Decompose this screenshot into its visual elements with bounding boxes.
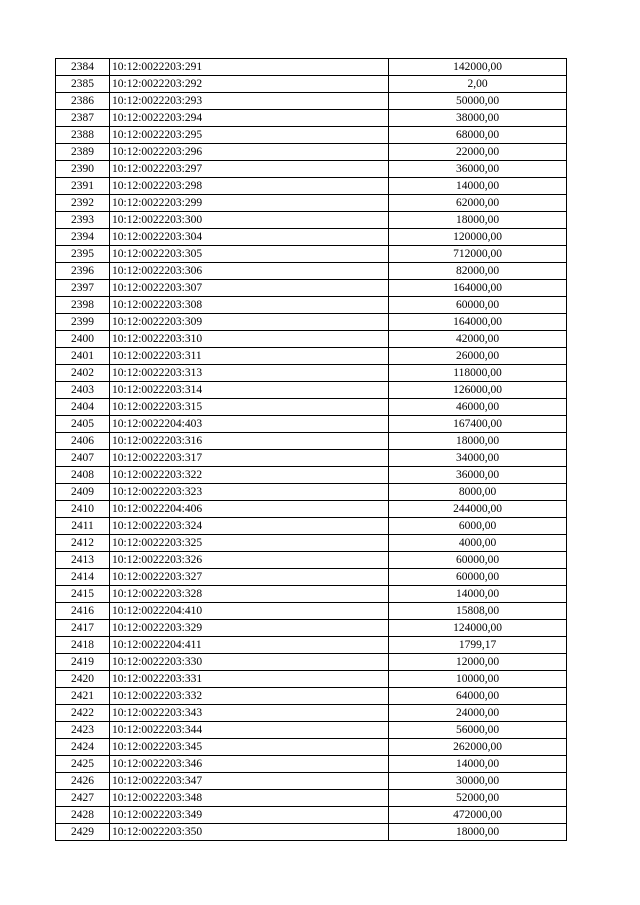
- cadastral-value-cell: 124000,00: [389, 620, 567, 637]
- row-number-cell: 2422: [56, 705, 110, 722]
- cadastral-number-cell: 10:12:0022203:305: [110, 246, 389, 263]
- cadastral-number-cell: 10:12:0022203:300: [110, 212, 389, 229]
- cadastral-value-cell: 142000,00: [389, 59, 567, 76]
- row-number-cell: 2411: [56, 518, 110, 535]
- table-row: [56, 416, 567, 433]
- cadastral-value-cell: 14000,00: [389, 178, 567, 195]
- cadastral-value-cell: 4000,00: [389, 535, 567, 552]
- table-row: [56, 637, 567, 654]
- cadastral-number-cell: 10:12:0022203:313: [110, 365, 389, 382]
- table-row: [56, 314, 567, 331]
- cadastral-number-cell: 10:12:0022203:348: [110, 790, 389, 807]
- row-number-cell: 2405: [56, 416, 110, 433]
- cadastral-value-cell: 14000,00: [389, 586, 567, 603]
- cadastral-value-cell: 18000,00: [389, 433, 567, 450]
- cadastral-value-cell: 6000,00: [389, 518, 567, 535]
- table-row: [56, 518, 567, 535]
- cadastral-number-cell: 10:12:0022203:324: [110, 518, 389, 535]
- cadastral-value-cell: 82000,00: [389, 263, 567, 280]
- cadastral-number-cell: 10:12:0022203:329: [110, 620, 389, 637]
- table-row: [56, 467, 567, 484]
- row-number-cell: 2428: [56, 807, 110, 824]
- row-number-cell: 2426: [56, 773, 110, 790]
- row-number-cell: 2425: [56, 756, 110, 773]
- cadastral-value-cell: 15808,00: [389, 603, 567, 620]
- table-row: [56, 280, 567, 297]
- table-row: [56, 705, 567, 722]
- table-row: [56, 229, 567, 246]
- row-number-cell: 2386: [56, 93, 110, 110]
- table-row: [56, 722, 567, 739]
- row-number-cell: 2424: [56, 739, 110, 756]
- row-number-cell: 2429: [56, 824, 110, 841]
- cadastral-value-cell: 164000,00: [389, 314, 567, 331]
- cadastral-value-cell: 14000,00: [389, 756, 567, 773]
- table-row: [56, 484, 567, 501]
- cadastral-number-cell: 10:12:0022204:410: [110, 603, 389, 620]
- cadastral-number-cell: 10:12:0022203:347: [110, 773, 389, 790]
- table-row: [56, 246, 567, 263]
- cadastral-number-cell: 10:12:0022203:310: [110, 331, 389, 348]
- cadastral-value-cell: 64000,00: [389, 688, 567, 705]
- cadastral-value-cell: 118000,00: [389, 365, 567, 382]
- cadastral-number-cell: 10:12:0022203:344: [110, 722, 389, 739]
- table-row: [56, 161, 567, 178]
- cadastral-number-cell: 10:12:0022203:294: [110, 110, 389, 127]
- cadastral-number-cell: 10:12:0022203:299: [110, 195, 389, 212]
- cadastral-value-cell: 120000,00: [389, 229, 567, 246]
- cadastral-number-cell: 10:12:0022203:350: [110, 824, 389, 841]
- cadastral-value-cell: 8000,00: [389, 484, 567, 501]
- cadastral-number-cell: 10:12:0022203:327: [110, 569, 389, 586]
- table-row: [56, 569, 567, 586]
- table-row: [56, 110, 567, 127]
- cadastral-value-cell: 126000,00: [389, 382, 567, 399]
- row-number-cell: 2403: [56, 382, 110, 399]
- cadastral-value-cell: 62000,00: [389, 195, 567, 212]
- table-row: [56, 195, 567, 212]
- row-number-cell: 2418: [56, 637, 110, 654]
- row-number-cell: 2415: [56, 586, 110, 603]
- row-number-cell: 2421: [56, 688, 110, 705]
- cadastral-value-cell: 167400,00: [389, 416, 567, 433]
- cadastral-value-cell: 52000,00: [389, 790, 567, 807]
- row-number-cell: 2412: [56, 535, 110, 552]
- cadastral-value-cell: 262000,00: [389, 739, 567, 756]
- row-number-cell: 2390: [56, 161, 110, 178]
- table-row: [56, 654, 567, 671]
- row-number-cell: 2413: [56, 552, 110, 569]
- row-number-cell: 2387: [56, 110, 110, 127]
- table-row: [56, 382, 567, 399]
- cadastral-number-cell: 10:12:0022204:406: [110, 501, 389, 518]
- cadastral-number-cell: 10:12:0022203:293: [110, 93, 389, 110]
- table-row: [56, 450, 567, 467]
- row-number-cell: 2391: [56, 178, 110, 195]
- cadastral-number-cell: 10:12:0022203:296: [110, 144, 389, 161]
- table-row: [56, 76, 567, 93]
- cadastral-value-cell: 60000,00: [389, 552, 567, 569]
- cadastral-value-cell: 2,00: [389, 76, 567, 93]
- cadastral-value-cell: 30000,00: [389, 773, 567, 790]
- row-number-cell: 2407: [56, 450, 110, 467]
- row-number-cell: 2396: [56, 263, 110, 280]
- cadastral-number-cell: 10:12:0022203:346: [110, 756, 389, 773]
- table-row: [56, 127, 567, 144]
- cadastral-value-cell: 60000,00: [389, 569, 567, 586]
- table-row: [56, 297, 567, 314]
- table-row: [56, 739, 567, 756]
- table-row: [56, 178, 567, 195]
- row-number-cell: 2409: [56, 484, 110, 501]
- cadastral-value-cell: 24000,00: [389, 705, 567, 722]
- table-row: [56, 535, 567, 552]
- row-number-cell: 2394: [56, 229, 110, 246]
- row-number-cell: 2402: [56, 365, 110, 382]
- row-number-cell: 2417: [56, 620, 110, 637]
- cadastral-value-cell: 164000,00: [389, 280, 567, 297]
- cadastral-number-cell: 10:12:0022203:308: [110, 297, 389, 314]
- cadastral-number-cell: 10:12:0022203:298: [110, 178, 389, 195]
- row-number-cell: 2395: [56, 246, 110, 263]
- cadastral-number-cell: 10:12:0022203:314: [110, 382, 389, 399]
- cadastral-number-cell: 10:12:0022203:304: [110, 229, 389, 246]
- table-row: [56, 807, 567, 824]
- cadastral-value-cell: 12000,00: [389, 654, 567, 671]
- table-row: [56, 59, 567, 76]
- table-row: [56, 365, 567, 382]
- cadastral-value-cell: 50000,00: [389, 93, 567, 110]
- cadastral-value-cell: 18000,00: [389, 824, 567, 841]
- row-number-cell: 2410: [56, 501, 110, 518]
- cadastral-number-cell: 10:12:0022203:295: [110, 127, 389, 144]
- row-number-cell: 2384: [56, 59, 110, 76]
- row-number-cell: 2389: [56, 144, 110, 161]
- cadastral-value-cell: 46000,00: [389, 399, 567, 416]
- cadastral-number-cell: 10:12:0022203:292: [110, 76, 389, 93]
- table-row: [56, 93, 567, 110]
- cadastral-value-cell: 68000,00: [389, 127, 567, 144]
- cadastral-value-cell: 36000,00: [389, 161, 567, 178]
- table-row: [56, 790, 567, 807]
- cadastral-value-cell: 56000,00: [389, 722, 567, 739]
- row-number-cell: 2400: [56, 331, 110, 348]
- row-number-cell: 2408: [56, 467, 110, 484]
- table-row: [56, 552, 567, 569]
- cadastral-value-cell: 34000,00: [389, 450, 567, 467]
- table-body: [56, 59, 567, 841]
- cadastral-number-cell: 10:12:0022203:306: [110, 263, 389, 280]
- table-row: [56, 688, 567, 705]
- cadastral-number-cell: 10:12:0022203:291: [110, 59, 389, 76]
- table-row: [56, 144, 567, 161]
- cadastral-value-cell: 10000,00: [389, 671, 567, 688]
- table-row: [56, 399, 567, 416]
- table-row: [56, 773, 567, 790]
- cadastral-number-cell: 10:12:0022203:345: [110, 739, 389, 756]
- cadastral-value-cell: 18000,00: [389, 212, 567, 229]
- cadastral-value-cell: 60000,00: [389, 297, 567, 314]
- cadastral-number-cell: 10:12:0022203:317: [110, 450, 389, 467]
- row-number-cell: 2401: [56, 348, 110, 365]
- cadastral-number-cell: 10:12:0022203:325: [110, 535, 389, 552]
- table-row: [56, 212, 567, 229]
- cadastral-number-cell: 10:12:0022203:311: [110, 348, 389, 365]
- row-number-cell: 2416: [56, 603, 110, 620]
- table-row: [56, 824, 567, 841]
- cadastral-number-cell: 10:12:0022203:323: [110, 484, 389, 501]
- row-number-cell: 2392: [56, 195, 110, 212]
- cadastral-number-cell: 10:12:0022203:332: [110, 688, 389, 705]
- cadastral-value-cell: 26000,00: [389, 348, 567, 365]
- row-number-cell: 2385: [56, 76, 110, 93]
- cadastral-number-cell: 10:12:0022203:316: [110, 433, 389, 450]
- row-number-cell: 2427: [56, 790, 110, 807]
- row-number-cell: 2393: [56, 212, 110, 229]
- row-number-cell: 2399: [56, 314, 110, 331]
- cadastral-value-cell: 712000,00: [389, 246, 567, 263]
- cadastral-number-cell: 10:12:0022203:309: [110, 314, 389, 331]
- row-number-cell: 2397: [56, 280, 110, 297]
- cadastral-value-cell: 36000,00: [389, 467, 567, 484]
- cadastral-number-cell: 10:12:0022203:326: [110, 552, 389, 569]
- cadastral-number-cell: 10:12:0022203:331: [110, 671, 389, 688]
- cadastral-value-cell: 42000,00: [389, 331, 567, 348]
- row-number-cell: 2404: [56, 399, 110, 416]
- table-row: [56, 671, 567, 688]
- cadastral-value-cell: 38000,00: [389, 110, 567, 127]
- row-number-cell: 2420: [56, 671, 110, 688]
- cadastral-number-cell: 10:12:0022203:322: [110, 467, 389, 484]
- table-row: [56, 586, 567, 603]
- table-row: [56, 331, 567, 348]
- cadastral-number-cell: 10:12:0022203:343: [110, 705, 389, 722]
- cadastral-number-cell: 10:12:0022203:330: [110, 654, 389, 671]
- cadastral-number-cell: 10:12:0022203:349: [110, 807, 389, 824]
- row-number-cell: 2406: [56, 433, 110, 450]
- row-number-cell: 2419: [56, 654, 110, 671]
- table-row: [56, 263, 567, 280]
- table-row: [56, 603, 567, 620]
- cadastral-number-cell: 10:12:0022203:297: [110, 161, 389, 178]
- cadastral-number-cell: 10:12:0022203:328: [110, 586, 389, 603]
- row-number-cell: 2398: [56, 297, 110, 314]
- table-row: [56, 620, 567, 637]
- cadastral-value-cell: 244000,00: [389, 501, 567, 518]
- cadastral-value-cell: 22000,00: [389, 144, 567, 161]
- table-row: [56, 348, 567, 365]
- row-number-cell: 2414: [56, 569, 110, 586]
- cadastral-number-cell: 10:12:0022203:307: [110, 280, 389, 297]
- row-number-cell: 2423: [56, 722, 110, 739]
- row-number-cell: 2388: [56, 127, 110, 144]
- cadastral-number-cell: 10:12:0022203:315: [110, 399, 389, 416]
- cadastral-number-cell: 10:12:0022204:411: [110, 637, 389, 654]
- table-row: [56, 433, 567, 450]
- cadastral-number-cell: 10:12:0022204:403: [110, 416, 389, 433]
- cadastral-value-cell: 1799,17: [389, 637, 567, 654]
- table-row: [56, 501, 567, 518]
- cadastral-value-cell: 472000,00: [389, 807, 567, 824]
- table-row: [56, 756, 567, 773]
- cadastral-value-table: [55, 58, 567, 841]
